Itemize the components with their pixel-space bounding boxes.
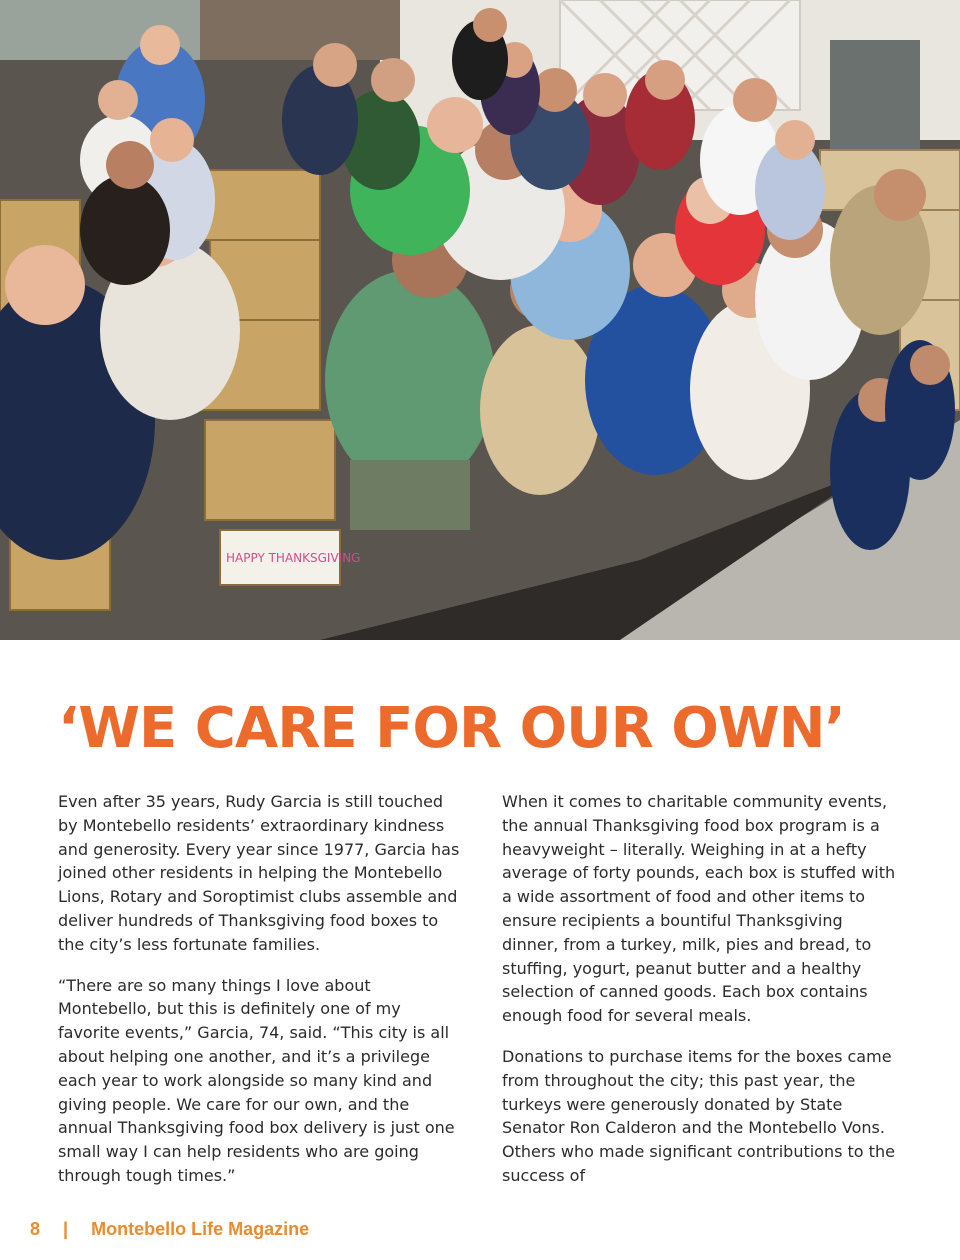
article-paragraph: “There are so many things I love about Montebello, but this is definitely one of my favorite events,” Garcia, 74, said. “This city is all about helping one another, and it’s a privilege each year to work alongside so many kind and giving people. We care for our own, and the annual Thanksgiving food box delivery is just one small way I can help residents who are going through tough times.” [58, 975, 455, 1185]
article-paragraph: When it comes to charitable community events, the annual Thanksgiving food box program is a heavyweight – literally. Weighing in at a hefty average of forty pounds, each box is stuffed with a wide assortment of food and other items to ensure recipients a bountiful Thanksgiving dinner, from a turkey, milk, pies and bread, to stuffing, yogurt, peanut butter and a healthy selection of canned goods. Each box contains enough food for several meals. [502, 792, 896, 1026]
page-number: 8 [30, 1218, 41, 1239]
publication-name: Montebello Life Magazine [91, 1218, 310, 1239]
box-label-text: HAPPY THANKSGIVING [226, 551, 361, 565]
article-paragraph: Even after 35 years, Rudy Garcia is still touched by Montebello residents’ extraordinary kindness and generosity. Every year since 1977, Garcia has joined other residents in helping the Montebello Lions, Rotary and Soroptimist clubs assemble and deliver hundreds of Thanksgiving food boxes to the city’s less fortunate families. [58, 792, 460, 954]
article-headline: ‘WE CARE FOR OUR OWN’ [58, 696, 845, 761]
footer-separator: | [63, 1218, 69, 1239]
page-footer [30, 1218, 309, 1244]
article-paragraph: Donations to purchase items for the boxes came from throughout the city; this past year, the turkeys were generously donated by State Senator Ron Calderon and the Montebello Vons. Others who made significant contributions to the success of [502, 1046, 895, 1185]
article-column-right [502, 790, 897, 1205]
article-column-left [58, 790, 463, 1205]
